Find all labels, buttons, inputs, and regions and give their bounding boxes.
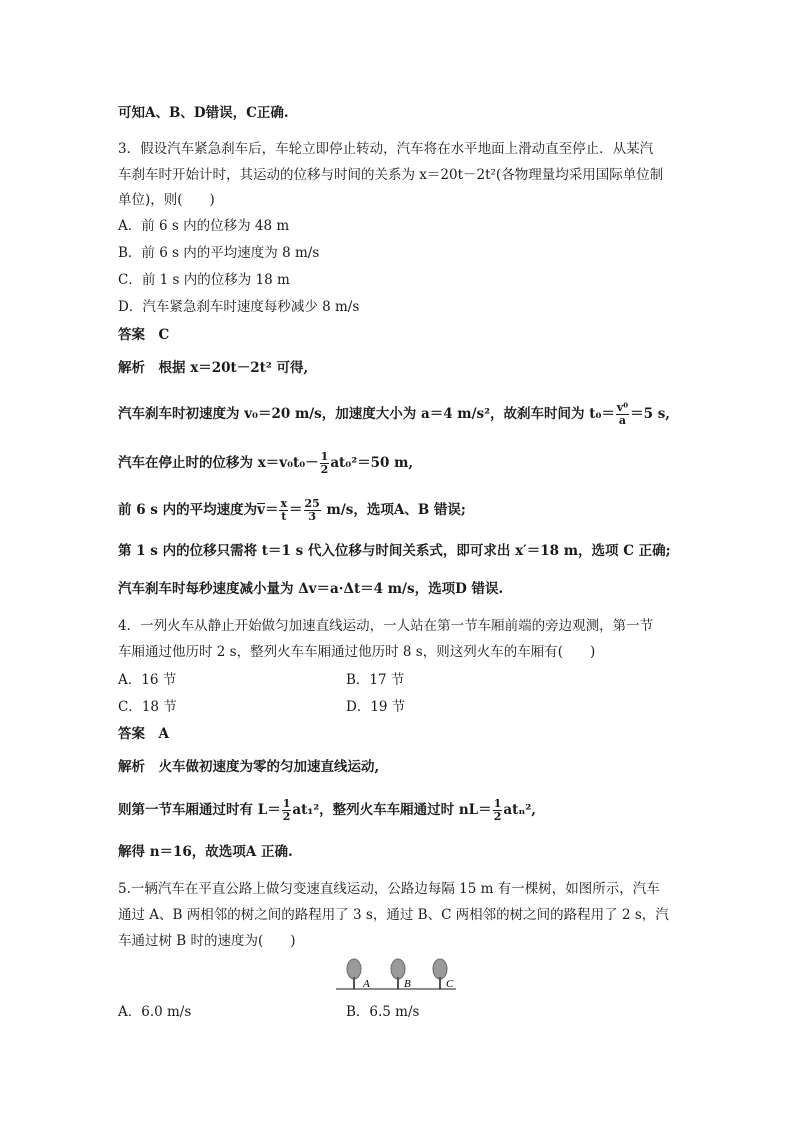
q4-e2-fraction1: [282, 798, 292, 823]
conclusion-line: 可知A、B、D错误，C正确.: [118, 105, 289, 121]
q4-e2-text-b: at₁²，整列火车车厢通过时 nL＝: [292, 802, 492, 818]
q3-e4-fraction1: [279, 498, 288, 523]
tree-label-c: C: [446, 978, 454, 990]
q3-e3-numerator: 1: [320, 450, 329, 463]
q3-e3-text-b: at₀²＝50 m,: [330, 455, 414, 471]
q3-e4-f1-numerator: x: [280, 497, 288, 510]
q3-e4-equals: ＝: [264, 502, 279, 518]
q3-option-d: D．汽车紧急刹车时速度每秒减少 8 m/s: [118, 299, 360, 315]
q3-option-b: B．前 6 s 内的平均速度为 8 m/s: [118, 245, 320, 261]
tree-label-a: A: [363, 978, 370, 990]
q5-stem-line3: 车通过树 B 时的速度为( ): [118, 933, 296, 949]
q3-e3-denominator: 2: [320, 463, 329, 476]
q3-option-c: C．前 1 s 内的位移为 18 m: [118, 272, 290, 288]
q3-answer: 答案 C: [118, 327, 170, 343]
q4-option-d: D．19 节: [346, 699, 406, 715]
q3-e4-text-a: 前 6 s 内的平均速度为: [118, 502, 258, 518]
q3-e4-f2-numerator: 25: [304, 497, 320, 510]
q3-e4-text-b: m/s，选项A、B 错误;: [321, 502, 466, 518]
q4-e2-numerator2: 1: [493, 797, 502, 810]
q4-answer: 答案 A: [118, 726, 169, 742]
q3-e4-f2-denominator: 3: [308, 510, 316, 523]
q4-option-b: B．17 节: [346, 672, 405, 688]
q3-e4-avg-velocity-symbol: v: [257, 502, 265, 518]
q4-e2-text-a: 则第一节车厢通过时有 L＝: [118, 802, 281, 818]
q4-explanation-line1: 解析 火车做初速度为零的匀加速直线运动,: [118, 759, 380, 775]
q3-explanation-line2: [118, 402, 670, 427]
trees-figure: [334, 955, 458, 999]
q4-stem-line1: 4．一列火车从静止开始做匀加速直线运动，一人站在第一节车厢前端的旁边观测，第一节: [118, 618, 654, 634]
q4-option-a: A．16 节: [118, 672, 177, 688]
q3-e2-fraction: [616, 402, 629, 427]
q4-e2-fraction2: [493, 798, 503, 823]
q3-explanation-line5: 第 1 s 内的位移只需将 t＝1 s 代入位移与时间关系式，即可求出 x′＝18 m，选项 C 正确;: [118, 543, 671, 559]
q5-stem-line1: 5.一辆汽车在平直公路上做匀变速直线运动，公路边每隔 15 m 有一棵树，如图所示，汽车: [118, 881, 660, 897]
q3-explanation-line3: [118, 451, 413, 476]
q3-e2-text-b: ＝5 s,: [630, 406, 671, 422]
q5-option-a: A．6.0 m/s: [118, 1004, 192, 1020]
q3-explanation-line6: 汽车刹车时每秒速度减小量为 Δv＝a·Δt＝4 m/s，选项D 错误.: [118, 581, 504, 597]
q5-option-b: B．6.5 m/s: [346, 1004, 420, 1020]
q4-e2-denominator1: 2: [282, 810, 291, 823]
q3-e2-text-a: 汽车刹车时初速度为 v₀＝20 m/s，加速度大小为 a＝4 m/s²，故刹车时间为 t₀＝: [118, 406, 615, 422]
q3-stem-line3: 单位)，则( ): [118, 192, 215, 208]
q3-e3-text-a: 汽车在停止时的位移为 x＝v₀t₀－: [118, 455, 319, 471]
q3-e4-fraction2: [304, 498, 321, 523]
q4-explanation-line2: [118, 798, 536, 823]
q5-stem-line2: 通过 A、B 两相邻的树之间的路程用了 3 s，通过 B、C 两相邻的树之间的路程用了 2 s，汽: [118, 907, 669, 923]
q4-e2-text-c: atₙ²,: [503, 802, 536, 818]
q3-stem-line1: 3．假设汽车紧急刹车后，车轮立即停止转动，汽车将在水平地面上滑动直至停止．从某汽: [118, 141, 654, 157]
tree-label-b: B: [404, 978, 411, 990]
q3-explanation-line4: [118, 498, 466, 523]
q3-e2-denominator: a: [618, 414, 627, 427]
q4-option-c: C．18 节: [118, 699, 177, 715]
q3-e4-f1-denominator: t: [281, 510, 287, 523]
q3-e2-numerator: v⁰: [616, 401, 629, 414]
q3-e3-fraction: [320, 451, 330, 476]
q3-stem-line2: 车刹车时开始计时，其运动的位移与时间的关系为 x＝20t－2t²(各物理量均采用国际单位制: [118, 167, 664, 183]
q4-explanation-line3: 解得 n＝16，故选项A 正确.: [118, 844, 293, 860]
q3-explanation-line1: 解析 根据 x＝20t－2t² 可得,: [118, 360, 309, 376]
tree-icon: [391, 959, 405, 989]
q4-e2-denominator2: 2: [493, 810, 502, 823]
q4-stem-line2: 车厢通过他历时 2 s，整列火车车厢通过他历时 8 s，则这列火车的车厢有( ): [118, 644, 596, 660]
tree-icon: [347, 959, 361, 989]
q3-option-a: A．前 6 s 内的位移为 48 m: [118, 218, 290, 234]
tree-icon: [433, 959, 447, 989]
q3-e4-equals2: ＝: [289, 502, 303, 518]
q4-e2-numerator1: 1: [282, 797, 291, 810]
